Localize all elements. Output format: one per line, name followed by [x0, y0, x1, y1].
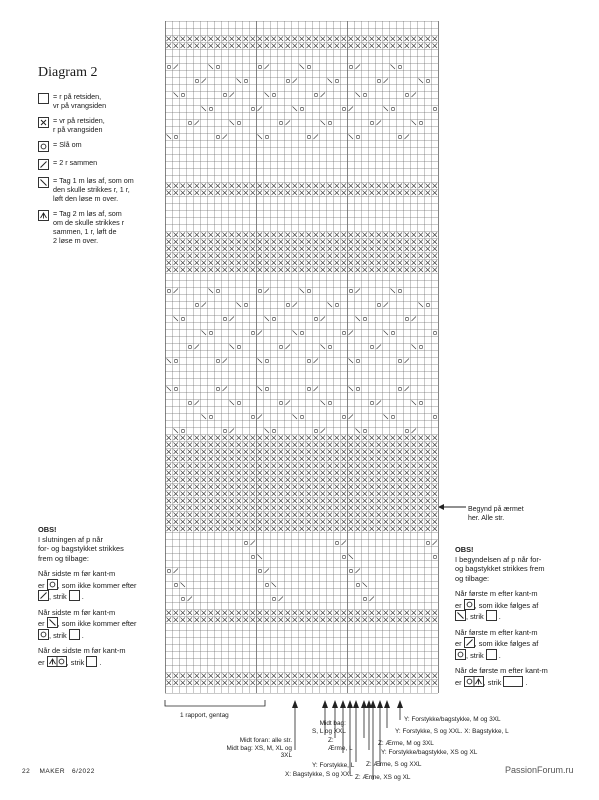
- magazine-name: MAKER: [39, 768, 66, 775]
- rule-text: , strik: [49, 592, 67, 601]
- legend-row-skp: [38, 176, 150, 203]
- rule-text: Når sidste m før kant-m: [38, 569, 116, 578]
- rule-text: Når første m efter kant-m: [455, 627, 538, 637]
- backslash-square-icon: [455, 610, 466, 621]
- backslash-square-icon: [47, 617, 58, 628]
- start-sleeve-note: Begynd på ærmet her. Alle str.: [468, 506, 524, 522]
- label-y-m: Y: Forstykke/bagstykke, M og 3XL: [404, 716, 501, 723]
- right-note-rule-1: Når første m efter kant-m er , som ikke følges af , strik .: [455, 589, 539, 621]
- rule-text: , strik: [49, 630, 67, 640]
- backslash-square-icon: [38, 177, 49, 188]
- legend-row-purl: [38, 116, 150, 134]
- left-note-heading: OBS!: [38, 525, 57, 534]
- knitting-chart: [165, 21, 440, 697]
- legend-row-k2tog: [38, 158, 150, 170]
- rule-text: , strik: [466, 650, 484, 660]
- decrease-square-icon: [38, 210, 49, 221]
- legend-text-skp: = Tag 1 m løs af, som om den skulle strikkes r, 1 r, løft den løse m over.: [53, 176, 134, 203]
- right-note-rule-2: Når første m efter kant-m er , som ikke følges af , strik .: [455, 627, 539, 660]
- left-note-rule-3: Når de sidste m før kant-m er , strik .: [38, 646, 126, 667]
- right-note-heading: OBS!: [455, 545, 474, 554]
- issue-number: 6/2022: [72, 768, 95, 775]
- page-footer: [22, 768, 95, 775]
- label-z-s: Z: Ærme, S og XXL: [366, 761, 422, 768]
- start-arrow-icon: [438, 502, 468, 512]
- rule-text: , som ikke følges af: [474, 600, 539, 610]
- rule-text: , som ikke kommer efter: [57, 619, 137, 628]
- label-midt-bag: Midt bag: S, L og XXL: [312, 720, 346, 735]
- blank-square-icon: [486, 649, 497, 660]
- circle-square-icon: [38, 141, 49, 152]
- label-z-m: Z: Ærme, M og 3XL: [378, 740, 434, 747]
- circle-square-icon: [464, 599, 475, 610]
- repeat-label: 1 rapport, gentag: [180, 712, 229, 719]
- left-note-rule-2: Når sidste m før kant-m er , som ikke kommer efter , strik .: [38, 607, 137, 640]
- rule-text: Når de sidste m før kant-m: [38, 646, 126, 655]
- watermark: PassionForum.ru: [505, 765, 574, 775]
- cross-square-icon: [38, 117, 49, 128]
- legend-text-double-decrease: = Tag 2 m løs af, som om de skulle strikkes r sammen, 1 r, løft de 2 løse m over.: [53, 209, 125, 245]
- label-y-l: Y: Forstykke, L: [312, 762, 355, 769]
- rule-text: er: [455, 600, 462, 610]
- label-y-xs: Y: Forstykke/bagstykke, XS og XL: [381, 749, 478, 756]
- right-note-rule-3: Når de første m efter kant-m er , strik .: [455, 666, 548, 687]
- blank-square-icon: [86, 656, 97, 667]
- rule-text: Når de første m efter kant-m: [455, 666, 548, 675]
- label-x-s: X: Bagstykke, S og XXL: [285, 771, 353, 778]
- blank-square-icon: [486, 610, 497, 621]
- rule-text: , strik: [66, 657, 85, 667]
- rule-text: er: [455, 677, 462, 687]
- rule-text: , strik: [466, 612, 484, 621]
- rule-text: , som ikke følges af: [474, 639, 539, 648]
- legend-row-yarn-over: [38, 140, 150, 152]
- rule-text: Når første m efter kant-m: [455, 589, 538, 598]
- circle-square-icon: [47, 579, 58, 590]
- slash-square-icon: [464, 637, 475, 648]
- yarn-over-decrease-icon: [464, 676, 484, 687]
- left-note-rule-1: Når sidste m før kant-m er , som ikke kommer efter , strik .: [38, 569, 137, 601]
- rule-text: , som ikke kommer efter: [57, 580, 137, 590]
- circle-square-icon: [38, 629, 49, 640]
- left-note: [38, 525, 158, 673]
- blank-square-icon: [69, 629, 80, 640]
- diagram-title: Diagram 2: [38, 65, 98, 80]
- blank-square-icon: [69, 590, 80, 601]
- decrease-yarn-over-icon: [47, 656, 67, 667]
- legend-row-double-decrease: [38, 209, 150, 245]
- label-midt-foran: Midt foran: alle str. Midt bag: XS, M, XL og 3XL: [226, 737, 292, 759]
- rule-text: , strik: [483, 677, 502, 687]
- rule-text: Når sidste m før kant-m: [38, 607, 116, 617]
- repeat-bracket-icon: [165, 700, 265, 706]
- page-number: 22: [22, 768, 31, 775]
- left-note-intro: I slutningen af p når for- og bagstykket strikkes frem og tilbage:: [38, 534, 124, 563]
- slash-square-icon: [38, 590, 49, 601]
- circle-square-icon: [455, 649, 466, 660]
- rule-text: er: [38, 657, 45, 667]
- label-z-l: Z: Ærme, L: [328, 737, 353, 752]
- legend-text-yarn-over: = Slå om: [53, 140, 82, 149]
- rule-text: er: [455, 639, 462, 648]
- blank-square-icon: [38, 93, 49, 104]
- legend-text-knit: = r på retsiden, vr på vrangsiden: [53, 92, 107, 110]
- legend-text-k2tog: = 2 r sammen: [53, 158, 98, 167]
- label-z-xs: Z: Ærme, XS og XL: [355, 774, 411, 781]
- rule-text: er: [38, 619, 45, 628]
- legend-row-knit: [38, 92, 150, 110]
- double-blank-square-icon: [503, 676, 523, 687]
- legend-text-purl: = vr på retsiden, r på vrangsiden: [53, 116, 105, 134]
- right-note-intro: I begyndelsen af p når for- og bagstykket strikkes frem og tilbage:: [455, 554, 545, 583]
- chart-grid: [165, 21, 439, 694]
- label-y-s: Y: Forstykke, S og XXL. X: Bagstykke, L: [395, 728, 509, 735]
- right-note: [455, 545, 580, 693]
- slash-square-icon: [38, 159, 49, 170]
- rule-text: er: [38, 580, 45, 590]
- symbol-legend: [38, 92, 150, 251]
